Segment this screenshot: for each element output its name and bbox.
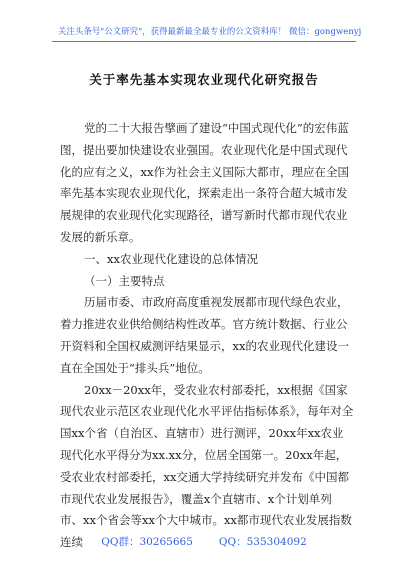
section-heading: 一、xx农业现代化建设的总体情况: [84, 251, 258, 266]
paragraph-evaluation: 20xx－20xx年，受农业农村部委托，xx根据《国家现代农业示范区农业现代化水平评估指标体系》，每年对全国xx个省（自治区、直辖市）进行测评，20xx年xx农业现代化水平得分为xx.xx分，位居全国第一。20xx年起，受农业农村部委托，xx交通大学持续研究并发布《中国都市现代农业发展报告》，覆盖x个直辖市、x个计划单列市、xx个省会等xx个大中城市。xx都市现代农业发展指数连续: [60, 382, 354, 550]
document-body: [60, 118, 354, 554]
footer-qq-group: QQ群：30265665: [101, 536, 193, 548]
footer-qq: QQ：535304092: [218, 536, 307, 548]
header-note: 关注头条号"公文研究"，获得最新最全最专业的公文资料库！ 微信：gongwenyj: [58, 26, 362, 36]
header-divider: [52, 41, 356, 42]
subsection-heading: （一）主要特点: [84, 273, 165, 288]
footer-contact: [0, 534, 408, 549]
document-title: 关于率先基本实现农业现代化研究报告: [89, 72, 319, 87]
paragraph-intro: 党的二十大报告擘画了建设“中国式现代化”的宏伟蓝图，提出要加快建设农业强国。农业现代化是中国式现代化的应有之义，xx作为社会主义国际大都市，理应在全国率先基本实现农业现代化，探索走出一条符合超大城市发展规律的农业现代化实现路径，谱写新时代都市现代农业发展的新乐章。: [60, 121, 349, 244]
paragraph-features: 历届市委、市政府高度重视发展都市现代绿色农业，着力推进农业供给侧结构性改革。官方统计数据、行业公开资料和全国权威测评结果显示，xx的农业现代化建设一直在全国处于“排头兵”地位。: [60, 295, 349, 375]
